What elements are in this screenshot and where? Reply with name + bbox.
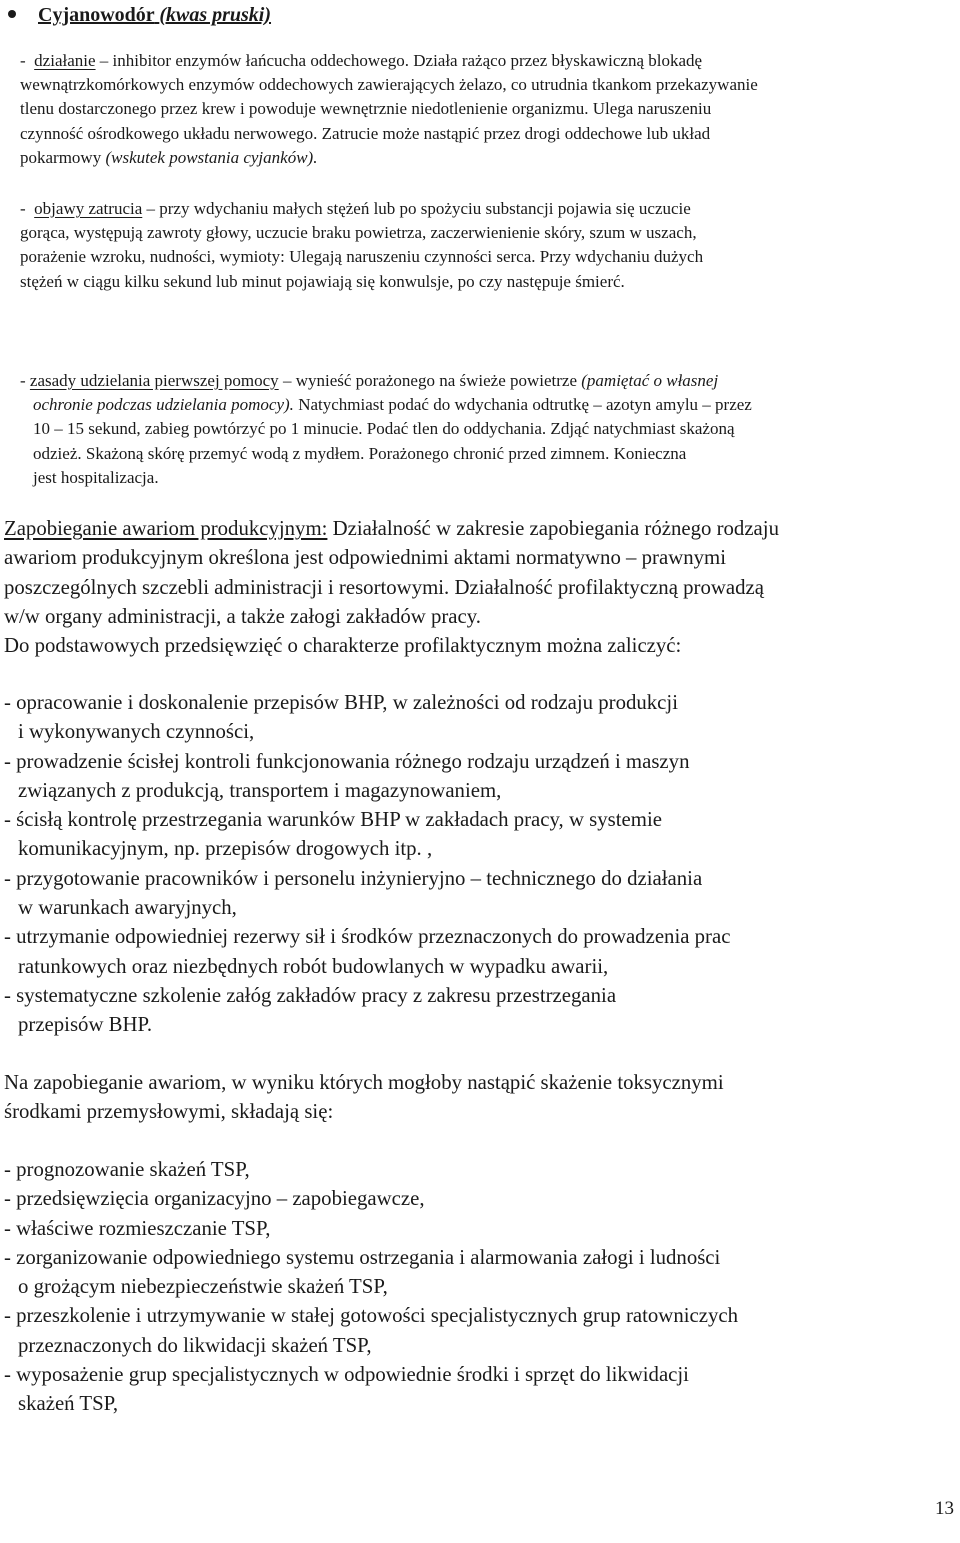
tsp-intro: Na zapobieganie awariom, w wyniku których mogłoby nastąpić skażenie toksycznymi środkami przemysłowymi, składają się: [4, 1071, 724, 1124]
list-item: - zorganizowanie odpowiedniego systemu ostrzegania i alarmowania załogi i ludności o grożącym niebezpieczeństwie skażeń TSP, [4, 1245, 721, 1299]
list-item: - przygotowanie pracowników i personelu inżynieryjno – technicznego do działania w warunkach awaryjnych, [4, 866, 703, 920]
pomoc-paragraph: - zasady udzielania pierwszej pomocy – wynieść porażonego na świeże powietrze (pamiętać o własnej ochronie podczas udzielania pomocy). Natychmiast podać do wdychania odtrutkę – azotyn amylu – przez 10 – 15 sekund, zabieg powtórzyć po 1 minucie. Podać tlen do oddychania. Zdjąć natychmiast skażoną odzież. Skażoną skórę przemyć wodą z mydłem. Porażonego chronić przed zimnem. Konieczna jest hospitalizacja. [20, 371, 752, 487]
tsp-list [4, 1155, 954, 1419]
zapobieganie-list [4, 688, 954, 1040]
list-item: - przedsięwzięcia organizacyjno – zapobiegawcze, [4, 1187, 425, 1211]
list-item: - opracowanie i doskonalenie przepisów BHP, w zależności od rodzaju produkcji i wykonywanych czynności, [4, 691, 678, 744]
list-item: - przeszkolenie i utrzymywanie w stałej gotowości specjalistycznych grup ratowniczych przeznaczonych do likwidacji skażeń TSP, [4, 1304, 738, 1357]
dzialanie-label: działanie [34, 51, 96, 70]
section-heading [4, 3, 271, 27]
page-number: 13 [935, 1498, 954, 1519]
heading-title: Cyjanowodór [38, 4, 155, 26]
zapobieganie-section: Zapobieganie awariom produkcyjnym: Działalność w zakresie zapobiegania różnego rodzaju awariom produkcyjnym określona jest odpowiednimi aktami normatywno – prawnymi poszczególnych szczebli administracji i resortowymi. Działalność profilaktyczną prowadzą w/w organy administracji, a także załogi zakładów pracy. Do podstawowych przedsięwzięć o charakterze profilaktycznym można zaliczyć: [4, 517, 779, 658]
list-item: - wyposażenie grup specjalistycznych w odpowiednie środki i sprzęt do likwidacji skażeń TSP, [4, 1363, 689, 1416]
objawy-paragraph: - objawy zatrucia – przy wdychaniu małych stężeń lub po spożyciu substancji pojawia się uczucie gorąca, występują zawroty głowy, uczucie braku powietrza, zaczerwienienie skóry, szum w uszach, porażenie wzroku, nudności, wymioty: Ulegają naruszeniu czynności serca. Przy wdychaniu dużych stężeń w ciągu kilku sekund lub minut pojawiają się konwulsje, po czy następuje śmierć. [20, 199, 704, 291]
list-item: - systematyczne szkolenie załóg zakładów pracy z zakresu przestrzegania przepisów BHP. [4, 983, 617, 1037]
bullet-icon [8, 10, 16, 18]
list-item: - ścisłą kontrolę przestrzegania warunków BHP w zakładach pracy, w systemie komunikacyjnym, np. przepisów drogowych itp. , [4, 808, 662, 861]
list-item: - właściwe rozmieszczanie TSP, [4, 1216, 271, 1240]
dzialanie-paragraph: - działanie – inhibitor enzymów łańcucha oddechowego. Działa rażąco przez błyskawiczną blokadę wewnątrzkomórkowych enzymów oddechowych zawierających żelazo, co utrudnia tkankom przekazywanie tlenu dostarczonego przez krew i powoduje wewnętrznie niedotlenienie organizmu. Ulega naruszeniu czynność ośrodkowego układu nerwowego. Zatrucie może nastąpić przez drogi oddechowe lub układ pokarmowy (wskutek powstania cyjanków). [20, 51, 758, 167]
list-item: - prowadzenie ścisłej kontroli funkcjonowania różnego rodzaju urządzeń i maszyn związanych z produkcją, transportem i magazynowaniem, [4, 749, 690, 802]
objawy-label: objawy zatrucia [34, 199, 143, 218]
heading-subtitle: (kwas pruski) [159, 4, 272, 26]
list-item: - prognozowanie skażeń TSP, [4, 1158, 250, 1181]
pomoc-label: zasady udzielania pierwszej pomocy [29, 371, 279, 390]
zapobieganie-label: Zapobieganie awariom produkcyjnym: [4, 517, 328, 540]
list-item: - utrzymanie odpowiedniej rezerwy sił i środków przeznaczonych do prowadzenia prac ratunkowych oraz niezbędnych robót budowlanych w wypadku awarii, [4, 925, 731, 978]
